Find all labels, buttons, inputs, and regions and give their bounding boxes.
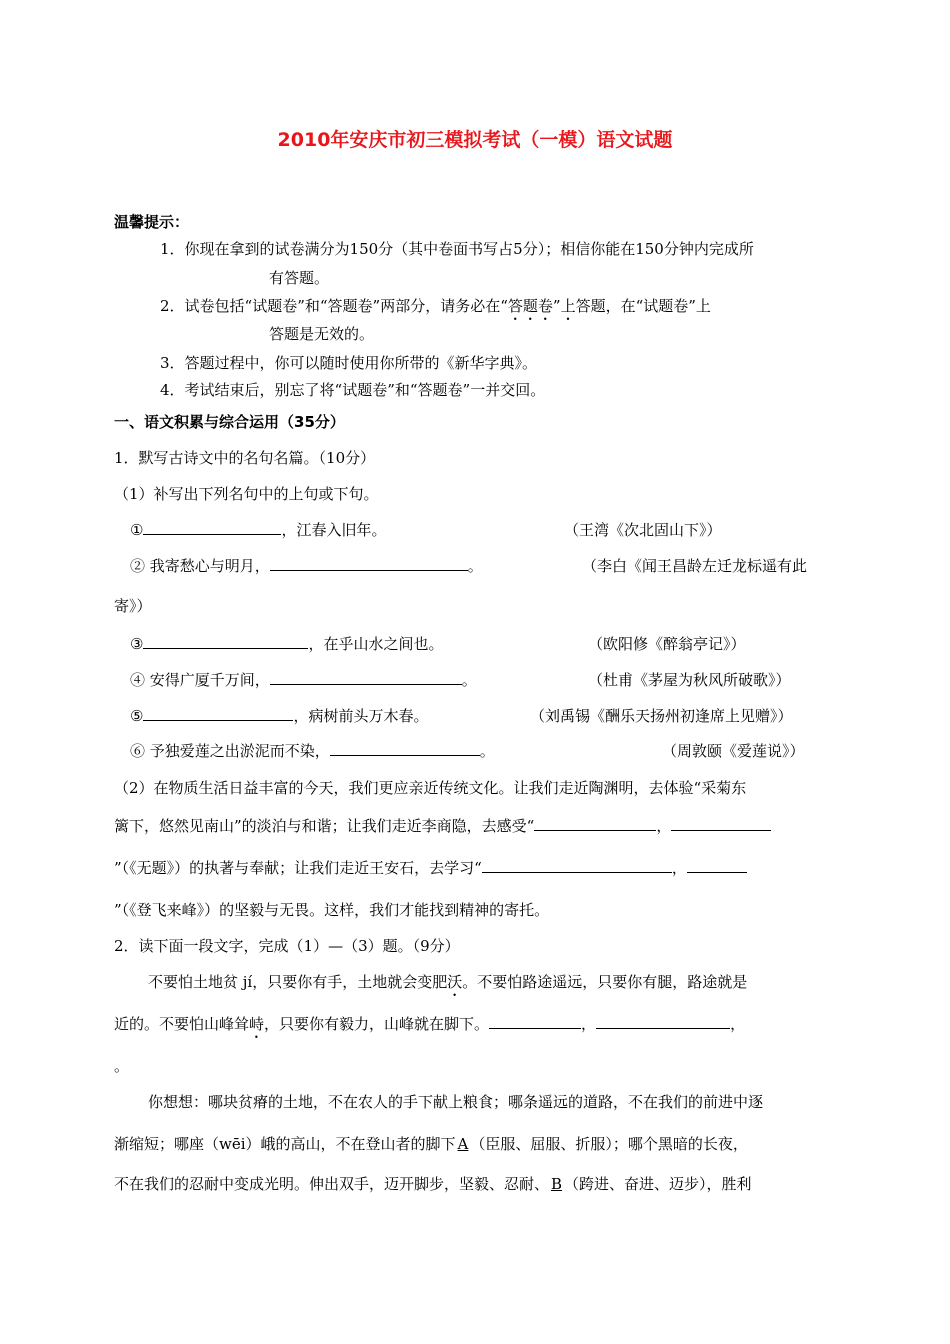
passage-text: （跨进、奋进、迈步），胜利 — [564, 1175, 752, 1193]
poem-item-2 — [130, 556, 483, 576]
poem-item-1-pre: ① — [130, 521, 144, 539]
poem-item-4-pre: ④ 安得广厦千万间， — [130, 671, 270, 689]
poem-item-3-pre: ③ — [130, 635, 144, 653]
tip-1-line-2: 有答题。 — [269, 269, 330, 287]
passage-text: 近的。不要怕山峰耸 — [114, 1015, 250, 1033]
tips-heading: 温馨提示： — [114, 213, 190, 231]
emphasized-char: 沃 — [447, 973, 463, 991]
poem-item-6-post: 。 — [479, 742, 495, 760]
page-title: 2010年安庆市初三模拟考试（一模）语文试题 — [277, 129, 673, 151]
answer-blank[interactable] — [143, 706, 293, 721]
passage-1-line-3: 。 — [114, 1057, 130, 1075]
poem-item-1-post: ，江春入旧年。 — [281, 521, 387, 539]
poem-item-1-source: （王湾《次北固山下》） — [564, 521, 722, 539]
answer-blank[interactable] — [482, 858, 672, 873]
passage-text: 。不要怕路途遥远，只要你有腿，路途就是 — [462, 973, 748, 991]
passage-2-line-2 — [114, 1134, 748, 1154]
comma: ， — [730, 1015, 746, 1033]
passage-text: 不要怕土地贫 jí，只要你有手，土地就会变肥 — [148, 973, 448, 991]
poem-item-5-pre: ⑤ — [130, 707, 144, 725]
poem-item-5-post: ，病树前头万木春。 — [293, 707, 429, 725]
answer-blank[interactable] — [143, 520, 281, 535]
blank-label-b: B — [551, 1175, 563, 1193]
poem-item-6-pre: ⑥ 予独爱莲之出淤泥而不染， — [130, 742, 330, 760]
tip-4: 4．考试结束后，别忘了将“试题卷”和“答题卷”一并交回。 — [160, 381, 546, 399]
question-1-part-1: （1）补写出下列名句中的上句或下句。 — [114, 485, 379, 503]
poem-item-3-post: ，在乎山水之间也。 — [308, 635, 444, 653]
comma: ， — [656, 817, 672, 835]
answer-blank[interactable] — [270, 556, 468, 571]
poem-item-2-post: 。 — [467, 557, 483, 575]
answer-blank[interactable] — [671, 816, 771, 831]
poem-item-2-source-wrap: 寄》） — [114, 597, 152, 615]
answer-blank[interactable] — [596, 1014, 730, 1029]
poem-item-4-post: 。 — [461, 671, 477, 689]
poem-item-6 — [130, 741, 495, 761]
poem-item-3-source: （欧阳修《醉翁亭记》） — [588, 635, 746, 653]
poem-item-2-source: （李白《闻王昌龄左迁龙标遥有此 — [582, 557, 808, 575]
passage-2-line-3 — [114, 1174, 752, 1194]
question-1-part-2-text: 篱下，悠然见南山”的淡泊与和谐；让我们走近李商隐，去感受“ — [114, 817, 535, 835]
passage-text: ，只要你有毅力，山峰就在脚下。 — [264, 1015, 490, 1033]
answer-blank[interactable] — [687, 858, 747, 873]
poem-item-5 — [130, 706, 428, 726]
tip-3: 3．答题过程中，你可以随时使用你所带的《新华字典》。 — [160, 354, 538, 372]
passage-2-line-1: 你想想：哪块贫瘠的土地，不在农人的手下献上粮食；哪条遥远的道路，不在我们的前进中逐 — [148, 1093, 764, 1111]
question-1-part-2-line-3 — [114, 858, 747, 878]
poem-item-5-source: （刘禹锡《酬乐天扬州初逢席上见赠》） — [530, 707, 793, 725]
tip-1-line-1: 1．你现在拿到的试卷满分为150分（其中卷面书写占5分）；相信你能在150分钟内完成所 — [160, 240, 754, 258]
passage-text: （臣服、屈服、折服）；哪个黑暗的长夜， — [470, 1135, 748, 1153]
section-1-heading: 一、语文积累与综合运用（35分） — [114, 413, 345, 431]
question-1-part-2-text: ”（《无题》）的执著与奉献；让我们走近王安石，去学习“ — [114, 859, 482, 877]
answer-blank[interactable] — [534, 816, 656, 831]
poem-item-6-source: （周敦颐《爱莲说》） — [662, 742, 805, 760]
poem-item-1 — [130, 520, 386, 540]
poem-item-2-pre: ② 我寄愁心与明月， — [130, 557, 270, 575]
comma: ， — [581, 1015, 597, 1033]
answer-blank[interactable] — [270, 670, 462, 685]
emphasized-char: 峙 — [249, 1015, 265, 1033]
answer-blank[interactable] — [489, 1014, 581, 1029]
poem-item-3 — [130, 634, 443, 654]
question-1-part-2-line-4: ”（《登飞来峰》）的坚毅与无畏。这样，我们才能找到精神的寄托。 — [114, 901, 550, 919]
blank-label-a: A — [457, 1135, 469, 1153]
answer-blank[interactable] — [330, 741, 480, 756]
question-2: 2．读下面一段文字，完成（1）—（3）题。（9分） — [114, 937, 460, 955]
tip-2-part-a: 2．试卷包括“试题卷”和“答题卷”两部分，请务必在 — [160, 297, 501, 315]
answer-blank[interactable] — [143, 634, 308, 649]
comma: ， — [671, 859, 687, 877]
tip-2-line-1 — [160, 296, 711, 324]
poem-item-4-source: （杜甫《茅屋为秋风所破歌》） — [588, 671, 791, 689]
passage-1-line-1 — [148, 972, 747, 1000]
poem-item-4 — [130, 670, 477, 690]
question-1-part-2-line-1: （2）在物质生活日益丰富的今天，我们更应亲近传统文化。让我们走近陶渊明，去体验“采菊东 — [114, 779, 747, 797]
passage-text: 渐缩短；哪座（wēi）峨的高山，不在登山者的脚下 — [114, 1135, 456, 1153]
question-1: 1．默写古诗文中的名句名篇。（10分） — [114, 449, 376, 467]
tip-2-part-c: 答题，在“试题卷”上 — [575, 297, 711, 315]
passage-1-line-2 — [114, 1014, 745, 1042]
passage-text: 不在我们的忍耐中变成光明。伸出双手，迈开脚步，坚毅、忍耐、 — [114, 1175, 550, 1193]
tip-2-line-2: 答题是无效的。 — [269, 325, 375, 343]
tip-2-emphasis: “答题卷”上 — [500, 297, 576, 315]
question-1-part-2-line-2 — [114, 816, 771, 836]
